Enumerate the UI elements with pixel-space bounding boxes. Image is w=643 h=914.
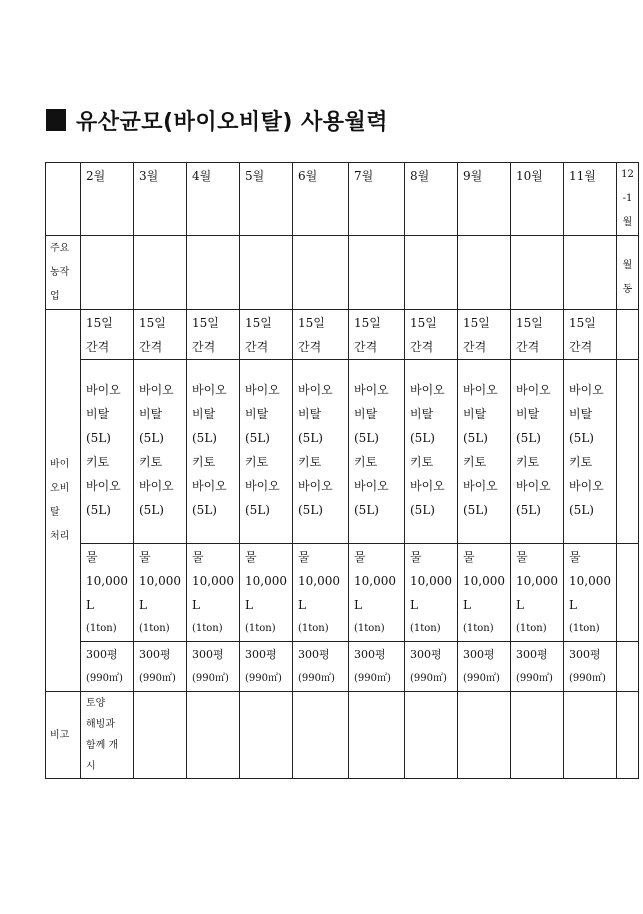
area-cell: 300평 (990㎡) — [458, 642, 511, 692]
product-cell: 바이오 비탈 (5L) 키토 바이오 (5L) — [134, 360, 187, 544]
title-square-icon — [46, 109, 66, 131]
month-header-row — [46, 163, 639, 236]
product-cell: 바이오 비탈 (5L) 키토 바이오 (5L) — [405, 360, 458, 544]
water-cell: 물 10,000 L (1ton) — [349, 544, 405, 642]
month-header-last: 12 -1 월 — [617, 163, 639, 236]
note-label: 비고 — [46, 692, 81, 779]
product-cell: 바이오 비탈 (5L) 키토 바이오 (5L) — [293, 360, 349, 544]
area-cell: 300평 (990㎡) — [511, 642, 564, 692]
note-cell: 토양 해빙과 함께 개 시 — [81, 692, 134, 779]
interval-row — [46, 310, 639, 360]
interval-cell: 15일 간격 — [134, 310, 187, 360]
treatment-label: 바이 오비 탈 처리 — [46, 310, 81, 692]
month-header: 8월 — [405, 163, 458, 236]
product-cell: 바이오 비탈 (5L) 키토 바이오 (5L) — [240, 360, 293, 544]
month-header: 6월 — [293, 163, 349, 236]
water-cell: 물 10,000 L (1ton) — [293, 544, 349, 642]
product-cell: 바이오 비탈 (5L) 키토 바이오 (5L) — [564, 360, 617, 544]
product-cell: 바이오 비탈 (5L) 키토 바이오 (5L) — [349, 360, 405, 544]
month-header: 9월 — [458, 163, 511, 236]
title-text: 유산균모(바이오비탈) 사용월력 — [76, 109, 389, 135]
interval-cell: 15일 간격 — [81, 310, 134, 360]
farming-row — [46, 236, 639, 310]
area-cell: 300평 (990㎡) — [81, 642, 134, 692]
corner-cell — [46, 163, 81, 236]
calendar-table — [45, 162, 639, 779]
water-row — [46, 544, 639, 642]
farming-label: 주요 농작 업 — [46, 236, 81, 310]
note-row — [46, 692, 639, 779]
month-header: 5월 — [240, 163, 293, 236]
area-cell: 300평 (990㎡) — [187, 642, 240, 692]
page-title — [46, 104, 388, 136]
water-cell: 물 10,000 L (1ton) — [134, 544, 187, 642]
product-cell: 바이오 비탈 (5L) 키토 바이오 (5L) — [511, 360, 564, 544]
month-header: 10월 — [511, 163, 564, 236]
farming-last-cell: 월 동 — [617, 236, 639, 310]
water-cell: 물 10,000 L (1ton) — [564, 544, 617, 642]
water-cell: 물 10,000 L (1ton) — [405, 544, 458, 642]
water-cell: 물 10,000 L (1ton) — [81, 544, 134, 642]
interval-cell: 15일 간격 — [405, 310, 458, 360]
area-row — [46, 642, 639, 692]
month-header: 7월 — [349, 163, 405, 236]
area-cell: 300평 (990㎡) — [349, 642, 405, 692]
interval-cell: 15일 간격 — [349, 310, 405, 360]
water-cell: 물 10,000 L (1ton) — [240, 544, 293, 642]
interval-cell: 15일 간격 — [564, 310, 617, 360]
interval-cell: 15일 간격 — [293, 310, 349, 360]
product-cell: 바이오 비탈 (5L) 키토 바이오 (5L) — [458, 360, 511, 544]
area-cell: 300평 (990㎡) — [240, 642, 293, 692]
product-cell: 바이오 비탈 (5L) 키토 바이오 (5L) — [187, 360, 240, 544]
interval-cell: 15일 간격 — [511, 310, 564, 360]
area-cell: 300평 (990㎡) — [405, 642, 458, 692]
water-cell: 물 10,000 L (1ton) — [187, 544, 240, 642]
interval-cell: 15일 간격 — [240, 310, 293, 360]
water-cell: 물 10,000 L (1ton) — [511, 544, 564, 642]
area-cell: 300평 (990㎡) — [564, 642, 617, 692]
month-header: 2월 — [81, 163, 134, 236]
water-cell: 물 10,000 L (1ton) — [458, 544, 511, 642]
area-cell: 300평 (990㎡) — [134, 642, 187, 692]
month-header: 3월 — [134, 163, 187, 236]
area-cell: 300평 (990㎡) — [293, 642, 349, 692]
interval-cell: 15일 간격 — [458, 310, 511, 360]
product-cell: 바이오 비탈 (5L) 키토 바이오 (5L) — [81, 360, 134, 544]
month-header: 11월 — [564, 163, 617, 236]
interval-cell: 15일 간격 — [187, 310, 240, 360]
month-header: 4월 — [187, 163, 240, 236]
product-row — [46, 360, 639, 544]
